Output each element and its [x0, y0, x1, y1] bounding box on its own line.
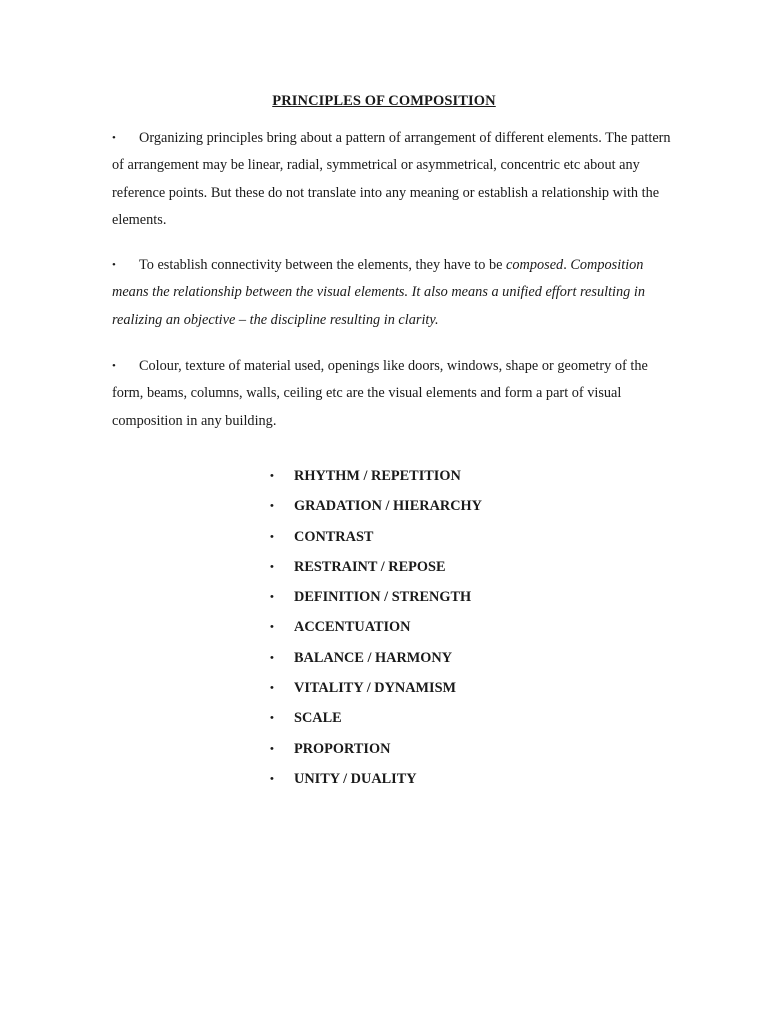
paragraph-text: Organizing principles bring about a pattern of arrangement of different elements. The pattern of arrangement may be linear, radial, symmetrical or asymmetrical, concentric etc about any reference points. But these do not translate into any meaning or establish a relationship with the elements.	[112, 130, 671, 228]
principle-label: BALANCE / HARMONY	[294, 649, 453, 666]
list-item	[270, 493, 482, 523]
bullet-icon: •	[112, 259, 116, 271]
bullet-icon: •	[270, 772, 274, 785]
italic-definition: Composition means the relationship between the visual elements. It also means a unified effort resulting in realizing an objective – the discipline resulting in clarity.	[112, 257, 646, 328]
list-item	[270, 584, 482, 614]
principle-label: CONTRAST	[294, 528, 374, 545]
bullet-icon: •	[270, 560, 274, 573]
principle-label: VITALITY / DYNAMISM	[294, 680, 457, 697]
principle-label: ACCENTUATION	[294, 619, 411, 636]
bullet-icon: •	[270, 500, 274, 513]
principle-label: UNITY / DUALITY	[294, 770, 417, 787]
principle-label: DEFINITION / STRENGTH	[294, 589, 472, 606]
page-title: PRINCIPLES OF COMPOSITION	[272, 93, 496, 109]
italic-word: composed	[506, 257, 564, 273]
principle-label: SCALE	[294, 710, 342, 727]
list-item	[270, 675, 482, 705]
list-item	[270, 524, 482, 554]
bullet-icon: •	[112, 132, 116, 144]
paragraph-composition-definition	[112, 252, 672, 334]
bullet-icon: •	[270, 742, 274, 755]
principle-label: GRADATION / HIERARCHY	[294, 498, 482, 515]
paragraph-text: To establish connectivity between the elements, they have to be	[139, 257, 507, 273]
list-item	[270, 645, 482, 675]
paragraph-visual-elements	[112, 353, 672, 435]
paragraph-text-continued: .	[563, 257, 571, 273]
principles-list	[270, 463, 482, 796]
paragraph-organizing-principles	[112, 125, 672, 234]
list-item	[270, 736, 482, 766]
bullet-icon: •	[270, 530, 274, 543]
list-item	[270, 614, 482, 644]
list-item	[270, 766, 482, 796]
bullet-icon: •	[270, 621, 274, 634]
principle-label: PROPORTION	[294, 740, 391, 757]
principle-label: RHYTHM / REPETITION	[294, 468, 461, 484]
paragraph-text: Colour, texture of material used, openings like doors, windows, shape or geometry of the form, beams, columns, walls, ceiling etc are the visual elements and form a part of visual composition in any building.	[112, 358, 648, 429]
bullet-icon: •	[270, 651, 274, 664]
principle-label: RESTRAINT / REPOSE	[294, 558, 446, 575]
bullet-icon: •	[112, 360, 116, 372]
bullet-icon: •	[270, 712, 274, 725]
list-item	[270, 463, 482, 493]
list-item	[270, 705, 482, 735]
bullet-icon: •	[270, 682, 274, 695]
list-item	[270, 554, 482, 584]
bullet-icon: •	[270, 470, 274, 482]
bullet-icon: •	[270, 591, 274, 604]
